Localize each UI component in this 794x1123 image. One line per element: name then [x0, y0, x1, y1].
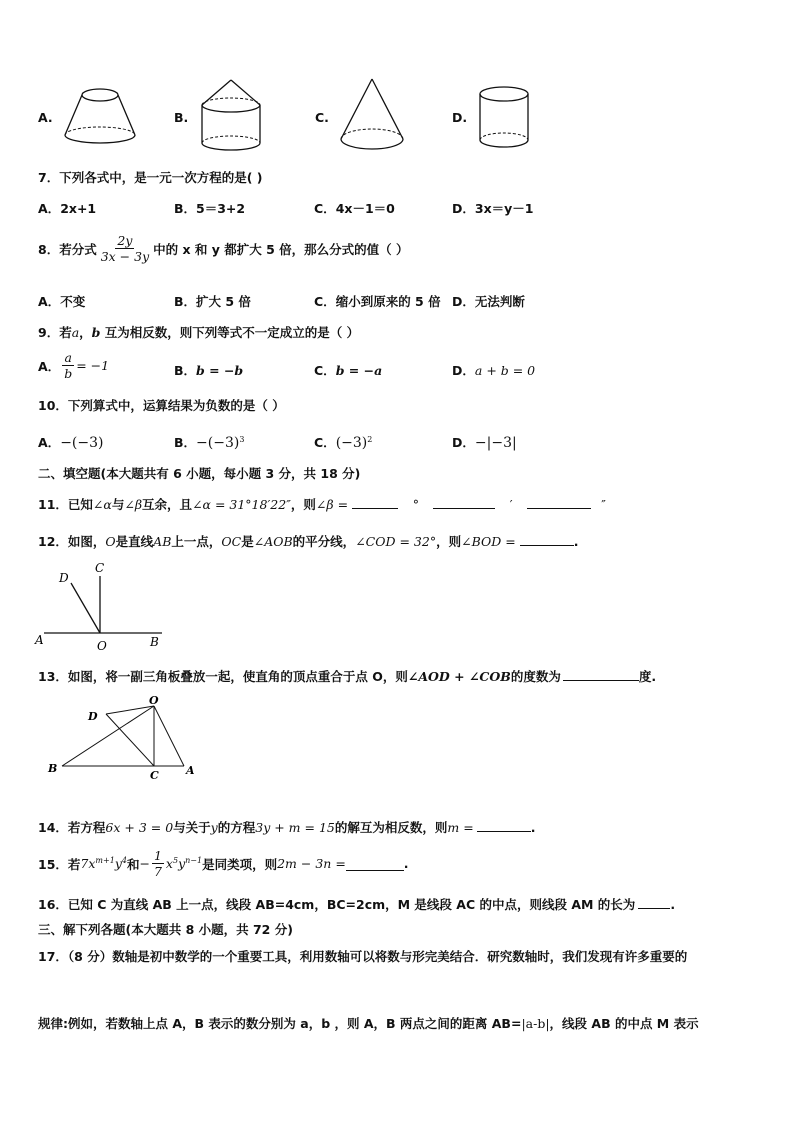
q13-answer-blank[interactable]: [563, 667, 639, 681]
q12-label-o: O: [97, 639, 107, 653]
q14-answer-blank[interactable]: [477, 818, 531, 832]
q11-blank-degrees[interactable]: [352, 495, 398, 509]
q8-fraction-numerator: 2y: [117, 233, 133, 248]
q8-option-c: C．缩小到原来的 5 倍: [314, 294, 441, 309]
q10-option-c: C．$(-3)^2$: [314, 434, 373, 451]
q9-var-a: a: [71, 325, 80, 340]
q12-label-a: A: [35, 633, 44, 647]
q13-label-a: A: [186, 764, 195, 777]
q10-option-d: D．−|−3|: [452, 435, 517, 451]
q10-option-a: A．−(−3): [38, 435, 104, 451]
q6-option-b-label: B.: [174, 110, 189, 125]
q9-option-c: C．b = −a: [314, 363, 383, 378]
q12-answer-blank[interactable]: [520, 532, 574, 546]
q11-stem: 11．已知∠α与∠β互余，且∠α = 31°18′22″，则∠β = ° ′ ″: [38, 497, 606, 512]
q8-stem: [38, 233, 409, 264]
q7-stem: 7．下列各式中，是一元一次方程的是( ): [38, 170, 263, 185]
q7-option-a: A．2x+1: [38, 201, 97, 216]
q13-stem: 13．如图，将一副三角板叠放一起，使直角的顶点重合于点 O，则∠AOD + ∠COB的度数为 度.: [38, 669, 657, 684]
q13-label-c: C: [150, 769, 159, 782]
q9-option-b: B．b = −b: [174, 363, 244, 378]
section-2-heading: 二、填空题(本大题共有 6 小题，每小题 3 分，共 18 分): [38, 466, 361, 481]
q8-fraction: [99, 233, 151, 264]
q12-stem: 12．如图，O是直线AB上一点，OC是∠AOB的平分线，∠COD = 32°，则∠BOD = .: [38, 534, 579, 549]
q16-stem: 16．已知 C 为直线 AB 上一点，线段 AB=4cm，BC=2cm，M 是线段 AC 的中点，则线段 AM 的长为 .: [38, 897, 676, 912]
q9-option-d: D．a + b = 0: [452, 363, 536, 378]
frustum-figure: [60, 85, 140, 153]
q12-label-d: D: [59, 571, 69, 585]
q12-label-b: B: [150, 635, 159, 649]
section-3-heading: 三、解下列各题(本大题共 8 小题，共 72 分): [38, 922, 293, 937]
q10-stem: 10．下列算式中，运算结果为负数的是（ ）: [38, 398, 285, 413]
q13-figure: [44, 694, 204, 786]
q15-answer-blank[interactable]: [346, 857, 404, 871]
q9-var-b: b: [91, 325, 101, 340]
q8-prefix: 8．若分式: [38, 241, 97, 257]
q13-label-d: D: [88, 710, 98, 723]
q8-option-b: B．扩大 5 倍: [174, 294, 251, 309]
q11-blank-minutes[interactable]: [433, 495, 495, 509]
cylinder-figure: [474, 82, 534, 154]
cone-figure: [336, 75, 408, 159]
q8-suffix: 中的 x 和 y 都扩大 5 倍，那么分式的值（ ）: [153, 241, 409, 257]
q13-label-o: O: [149, 694, 159, 707]
q6-option-d-label: D.: [452, 110, 468, 125]
q12-label-c: C: [95, 561, 105, 575]
q10-option-b: B．$-(-3)^3$: [174, 434, 245, 451]
q12-figure: [34, 560, 174, 655]
q8-option-a: A．不变: [38, 294, 86, 309]
q16-answer-blank[interactable]: [638, 895, 670, 909]
q11-blank-seconds[interactable]: [527, 495, 591, 509]
q6-option-c-label: C.: [315, 110, 329, 125]
q14-stem: 14．若方程6x + 3 = 0与关于y的方程3y + m = 15的解互为相反数，则m = .: [38, 820, 536, 835]
q17-line-1: 17．（8 分）数轴是初中数学的一个重要工具，利用数轴可以将数与形完美结合．研究数轴时，我们发现有许多重要的: [38, 949, 688, 964]
q15-stem: 15．若 $7x^{m+1}y^4$ 和 − $\frac{1}{7}$ $x^5y^{n-1}$ 是同类项，则 2m − 3n = .: [38, 848, 409, 879]
q8-option-d: D．无法判断: [452, 294, 525, 309]
q7-option-d: D．3x＝y－1: [452, 201, 534, 216]
q17-line-2: 规律:例如，若数轴上点 A，B 表示的数分别为 a，b ，则 A，B 两点之间的距离 AB=|a-b|，线段 AB 的中点 M 表示: [38, 1016, 699, 1031]
q6-option-a-label: A.: [38, 110, 53, 125]
q7-option-c: C．4x－1＝0: [314, 201, 395, 216]
cylinder-with-cone-figure: [196, 75, 266, 157]
q9-option-a: A． $\frac{a}{b}$ = −1: [38, 350, 110, 381]
q13-label-b: B: [48, 762, 58, 775]
q9-stem: 9．若a，b 互为相反数，则下列等式不一定成立的是（ ）: [38, 325, 360, 340]
q8-fraction-denominator: 3x − 3y: [100, 249, 150, 264]
q7-option-b: B．5＝3+2: [174, 201, 246, 216]
